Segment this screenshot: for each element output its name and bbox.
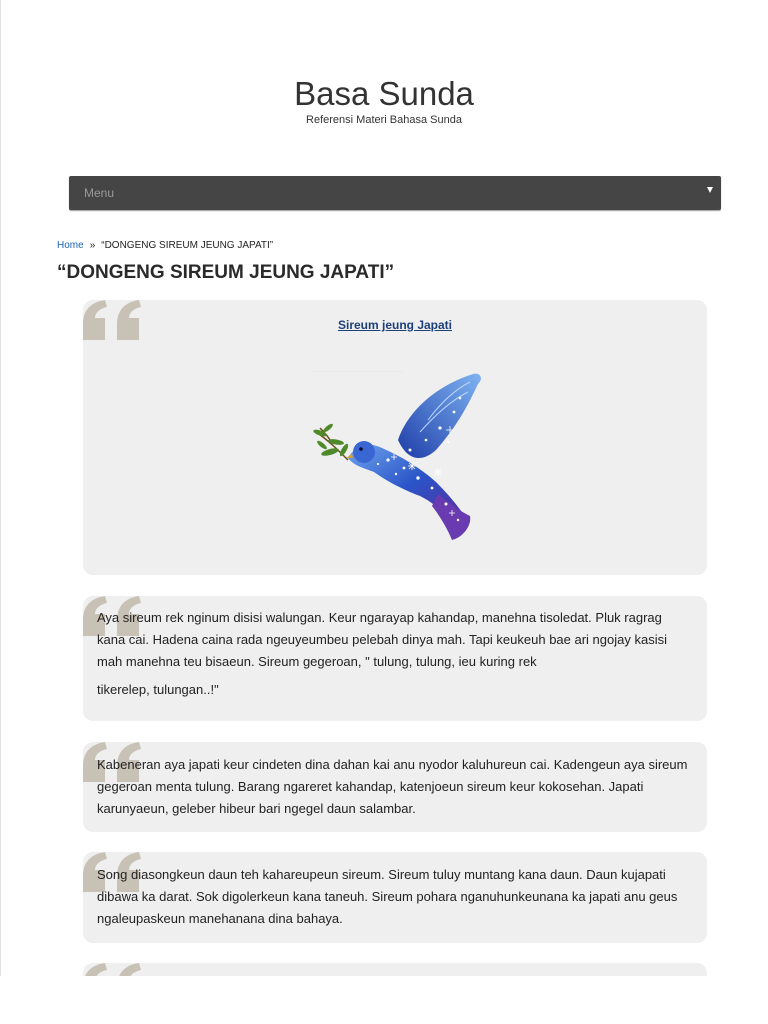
quote-block [83,300,707,575]
breadcrumb-home-link[interactable]: Home [57,240,84,251]
menu-label: Menu [84,186,115,200]
story-link[interactable]: Sireum jeung Japati [337,318,453,332]
page-edge [0,0,1,1024]
menu-dropdown[interactable] [69,176,721,210]
chevron-down-icon [707,187,713,193]
story-paragraph [97,607,689,701]
breadcrumb [57,240,273,251]
quote-block [83,596,707,721]
paragraph-text-end: tikerelep, tulungan..!" [97,682,219,697]
quote-block [83,852,707,943]
site-title[interactable]: Basa Sunda [294,75,474,112]
page-title: “DONGENG SIREUM JEUNG JAPATI” [57,262,395,283]
quote-block [83,742,707,832]
breadcrumb-separator: » [89,240,96,251]
page-bottom [0,976,768,1024]
breadcrumb-current: “DONGENG SIREUM JEUNG JAPATI” [101,240,274,251]
site-tagline: Referensi Materi Bahasa Sunda [306,114,462,126]
story-paragraph: Kabeneran aya japati keur cindeten dina dahan kai anu nyodor kaluhureun cai. Kadengeun aya sireum gegeroan menta tulung. Barang ngareret kahandap, katenjoeun sireum keur kokosehan. Japati karunyaeun, geleber hibeur bari ngegel daun salambar. [97,757,688,816]
dove-image [308,370,488,545]
paragraph-text: Aya sireum rek nginum disisi walungan. Keur ngarayap kahandap, manehna tisoledat. Pluk ragrag kana cai. Hadena caina rada ngeuyeumbeu pelebah dinya mah. Tapi keukeuh bae ari ngojay kasisi mah manehna teu bisaeun. Sireum gegeroan, " tulung, tulung, ieu kuring rek [97,610,667,669]
story-paragraph: Song diasongkeun daun teh kahareupeun sireum. Sireum tuluy muntang kana daun. Daun kujapati dibawa ka darat. Sok digolerkeun kana taneuh. Sireum pohara nganuhunkeunana ka japati anu geus ngaleupaskeun manehanana dina bahaya. [97,867,678,926]
